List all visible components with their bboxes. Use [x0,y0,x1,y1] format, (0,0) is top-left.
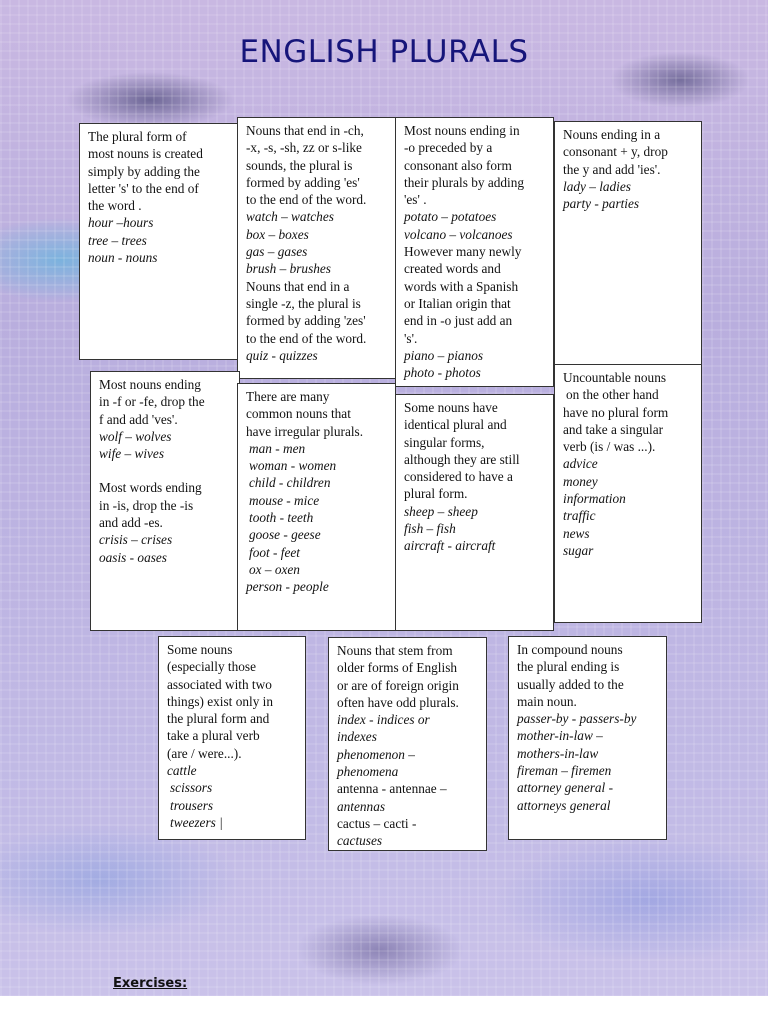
rule-text: the y and add 'ies'. [563,161,661,177]
example: watch – watches [246,209,334,225]
rule-text: most nouns is created [88,146,203,162]
rule-text: or are of foreign origin [337,677,459,693]
rule-text: sounds, the plural is [246,157,353,173]
rule-text: verb (is / was ...). [563,439,656,455]
rule-text: There are many [246,389,330,404]
example: advice [563,456,598,472]
example: traffic [563,508,596,524]
example: antennas [337,798,386,814]
rule-box-compound [508,636,667,840]
rule-text: Nouns that end in a [246,278,350,294]
example: noun - nouns [88,250,158,266]
example: attorney general - [517,780,614,796]
rule-text: the plural ending is [517,659,620,675]
rule-text: simply by adding the [88,163,200,179]
rule-box-o-ending [395,117,554,387]
rule-text: identical plural and [404,417,507,433]
example: man - men [249,440,306,456]
rule-text: in -is, drop the -is [99,497,194,513]
rule-text: have no plural form [563,404,669,420]
rule-text: -x, -s, -sh, zz or s-like [246,140,362,156]
example: crisis – crises [99,532,173,548]
example: mouse - mice [249,492,320,508]
rule-text: common nouns that [246,406,351,422]
rule-text: things) exist only in [167,693,274,709]
rule-text: Uncountable nouns [563,370,667,385]
example: phenomenon – [337,746,415,762]
example: potato – potatoes [404,209,497,225]
rule-text: take a plural verb [167,728,260,744]
rule-text: often have odd plurals. [337,694,459,710]
example: information [563,491,626,507]
rule-text: (are / were...). [167,745,242,761]
rule-text: although they are still [404,451,520,467]
example: lady – ladies [563,178,631,194]
example: photo - photos [404,365,481,381]
example: brush – brushes [246,261,331,277]
rule-text: created words and [404,261,501,277]
rule-text: Most nouns ending [99,377,201,392]
example: mothers-in-law [517,745,599,761]
rule-text: -o preceded by a [404,140,493,156]
rule-text: considered to have a [404,469,513,485]
example: goose - geese [249,527,321,543]
rule-text: Nouns ending in a [563,127,661,142]
example: quiz - quizzes [246,347,318,363]
rule-text: to the end of the word. [246,330,367,346]
example: tree – trees [88,232,147,248]
example: indexes [337,729,377,745]
rule-text: in -f or -fe, drop the [99,394,205,410]
rule-text: 's'. [404,330,418,346]
example: oasis - oases [99,549,167,565]
example: gas – gases [246,244,308,260]
example: attorneys general [517,797,611,813]
rule-text: single -z, the plural is [246,295,361,311]
example: fish – fish [404,521,456,537]
example: ox – oxen [249,561,300,577]
rule-text: consonant + y, drop [563,144,668,160]
example: volcano – volcanoes [404,226,513,242]
rule-text: main noun. [517,693,577,709]
rule-text: Nouns that end in -ch, [246,123,364,138]
example: fireman – firemen [517,763,612,779]
page-bottom-margin [0,996,768,1024]
rule-text: plural form. [404,486,468,502]
rule-box-uncountable [554,364,702,623]
rule-text: Some nouns [167,642,233,657]
example: money [563,473,598,489]
example: piano – pianos [404,347,484,363]
example: hour –hours [88,215,154,231]
example: box – boxes [246,226,309,242]
rule-text: their plurals by adding [404,174,525,190]
rule-text: words with a Spanish [404,278,519,294]
example: woman - women [249,458,337,474]
example: sugar [563,542,594,558]
rule-text: (especially those [167,659,256,675]
rule-box-y-ending [554,121,702,365]
example: phenomena [337,764,399,780]
rule-box-plural-only [158,636,306,840]
example: child - children [249,475,331,491]
example: sheep – sheep [404,503,478,519]
rule-text: older forms of English [337,660,458,676]
rule-text: associated with two [167,676,272,692]
exercises-heading: Exercises: [113,976,188,991]
rule-text: or Italian origin that [404,295,511,311]
example: news [563,525,590,541]
rule-text: and add -es. [99,515,163,531]
example: wife – wives [99,446,164,462]
example: wolf – wolves [99,428,172,444]
rule-text: f and add 'ves'. [99,411,178,427]
rule-text: The plural form of [88,129,187,144]
example: party - parties [563,196,640,212]
example: cactus – cacti - [337,815,417,831]
example: foot - feet [249,544,300,560]
example: scissors [170,780,213,796]
example: antenna - antennae – [337,781,447,797]
rule-text: the plural form and [167,711,270,727]
rule-text: Most words ending [99,480,202,496]
example: index - indices or [337,712,430,728]
rule-box-f-and-is-ending [90,371,240,631]
example: cattle [167,763,197,779]
rule-text: In compound nouns [517,642,623,657]
rule-text: 'es' . [404,192,427,208]
rule-text: consonant also form [404,157,512,173]
rule-text: formed by adding 'es' [246,174,360,190]
example: aircraft - aircraft [404,538,496,554]
rule-text: usually added to the [517,676,624,692]
rule-box-add-s [79,123,239,360]
rule-text: to the end of the word. [246,192,367,208]
rule-box-irregular [237,383,396,631]
example: cactuses [337,833,383,849]
page-title: ENGLISH PLURALS [239,34,529,70]
rule-text: end in -o just add an [404,313,513,329]
example: tweezers | [170,814,223,830]
rule-text: Most nouns ending in [404,123,520,138]
rule-text: letter 's' to the end of [88,180,199,196]
example: tooth - teeth [249,510,314,526]
example: trousers [170,797,214,813]
example: mother-in-law – [517,728,603,744]
example: person - people [246,579,329,595]
rule-text: However many newly [404,244,522,260]
rule-text: formed by adding 'zes' [246,313,366,329]
example: passer-by - passers-by [517,711,637,727]
rule-box-add-es [237,117,396,379]
rule-text: singular forms, [404,434,485,450]
rule-text: Nouns that stem from [337,643,453,658]
rule-box-identical [395,394,554,631]
rule-box-foreign-origin [328,637,487,851]
rule-text: and take a singular [563,421,664,437]
rule-text: have irregular plurals. [246,423,364,439]
rule-text: Some nouns have [404,400,498,415]
rule-text: the word . [88,198,142,214]
rule-text: on the other hand [566,387,659,403]
